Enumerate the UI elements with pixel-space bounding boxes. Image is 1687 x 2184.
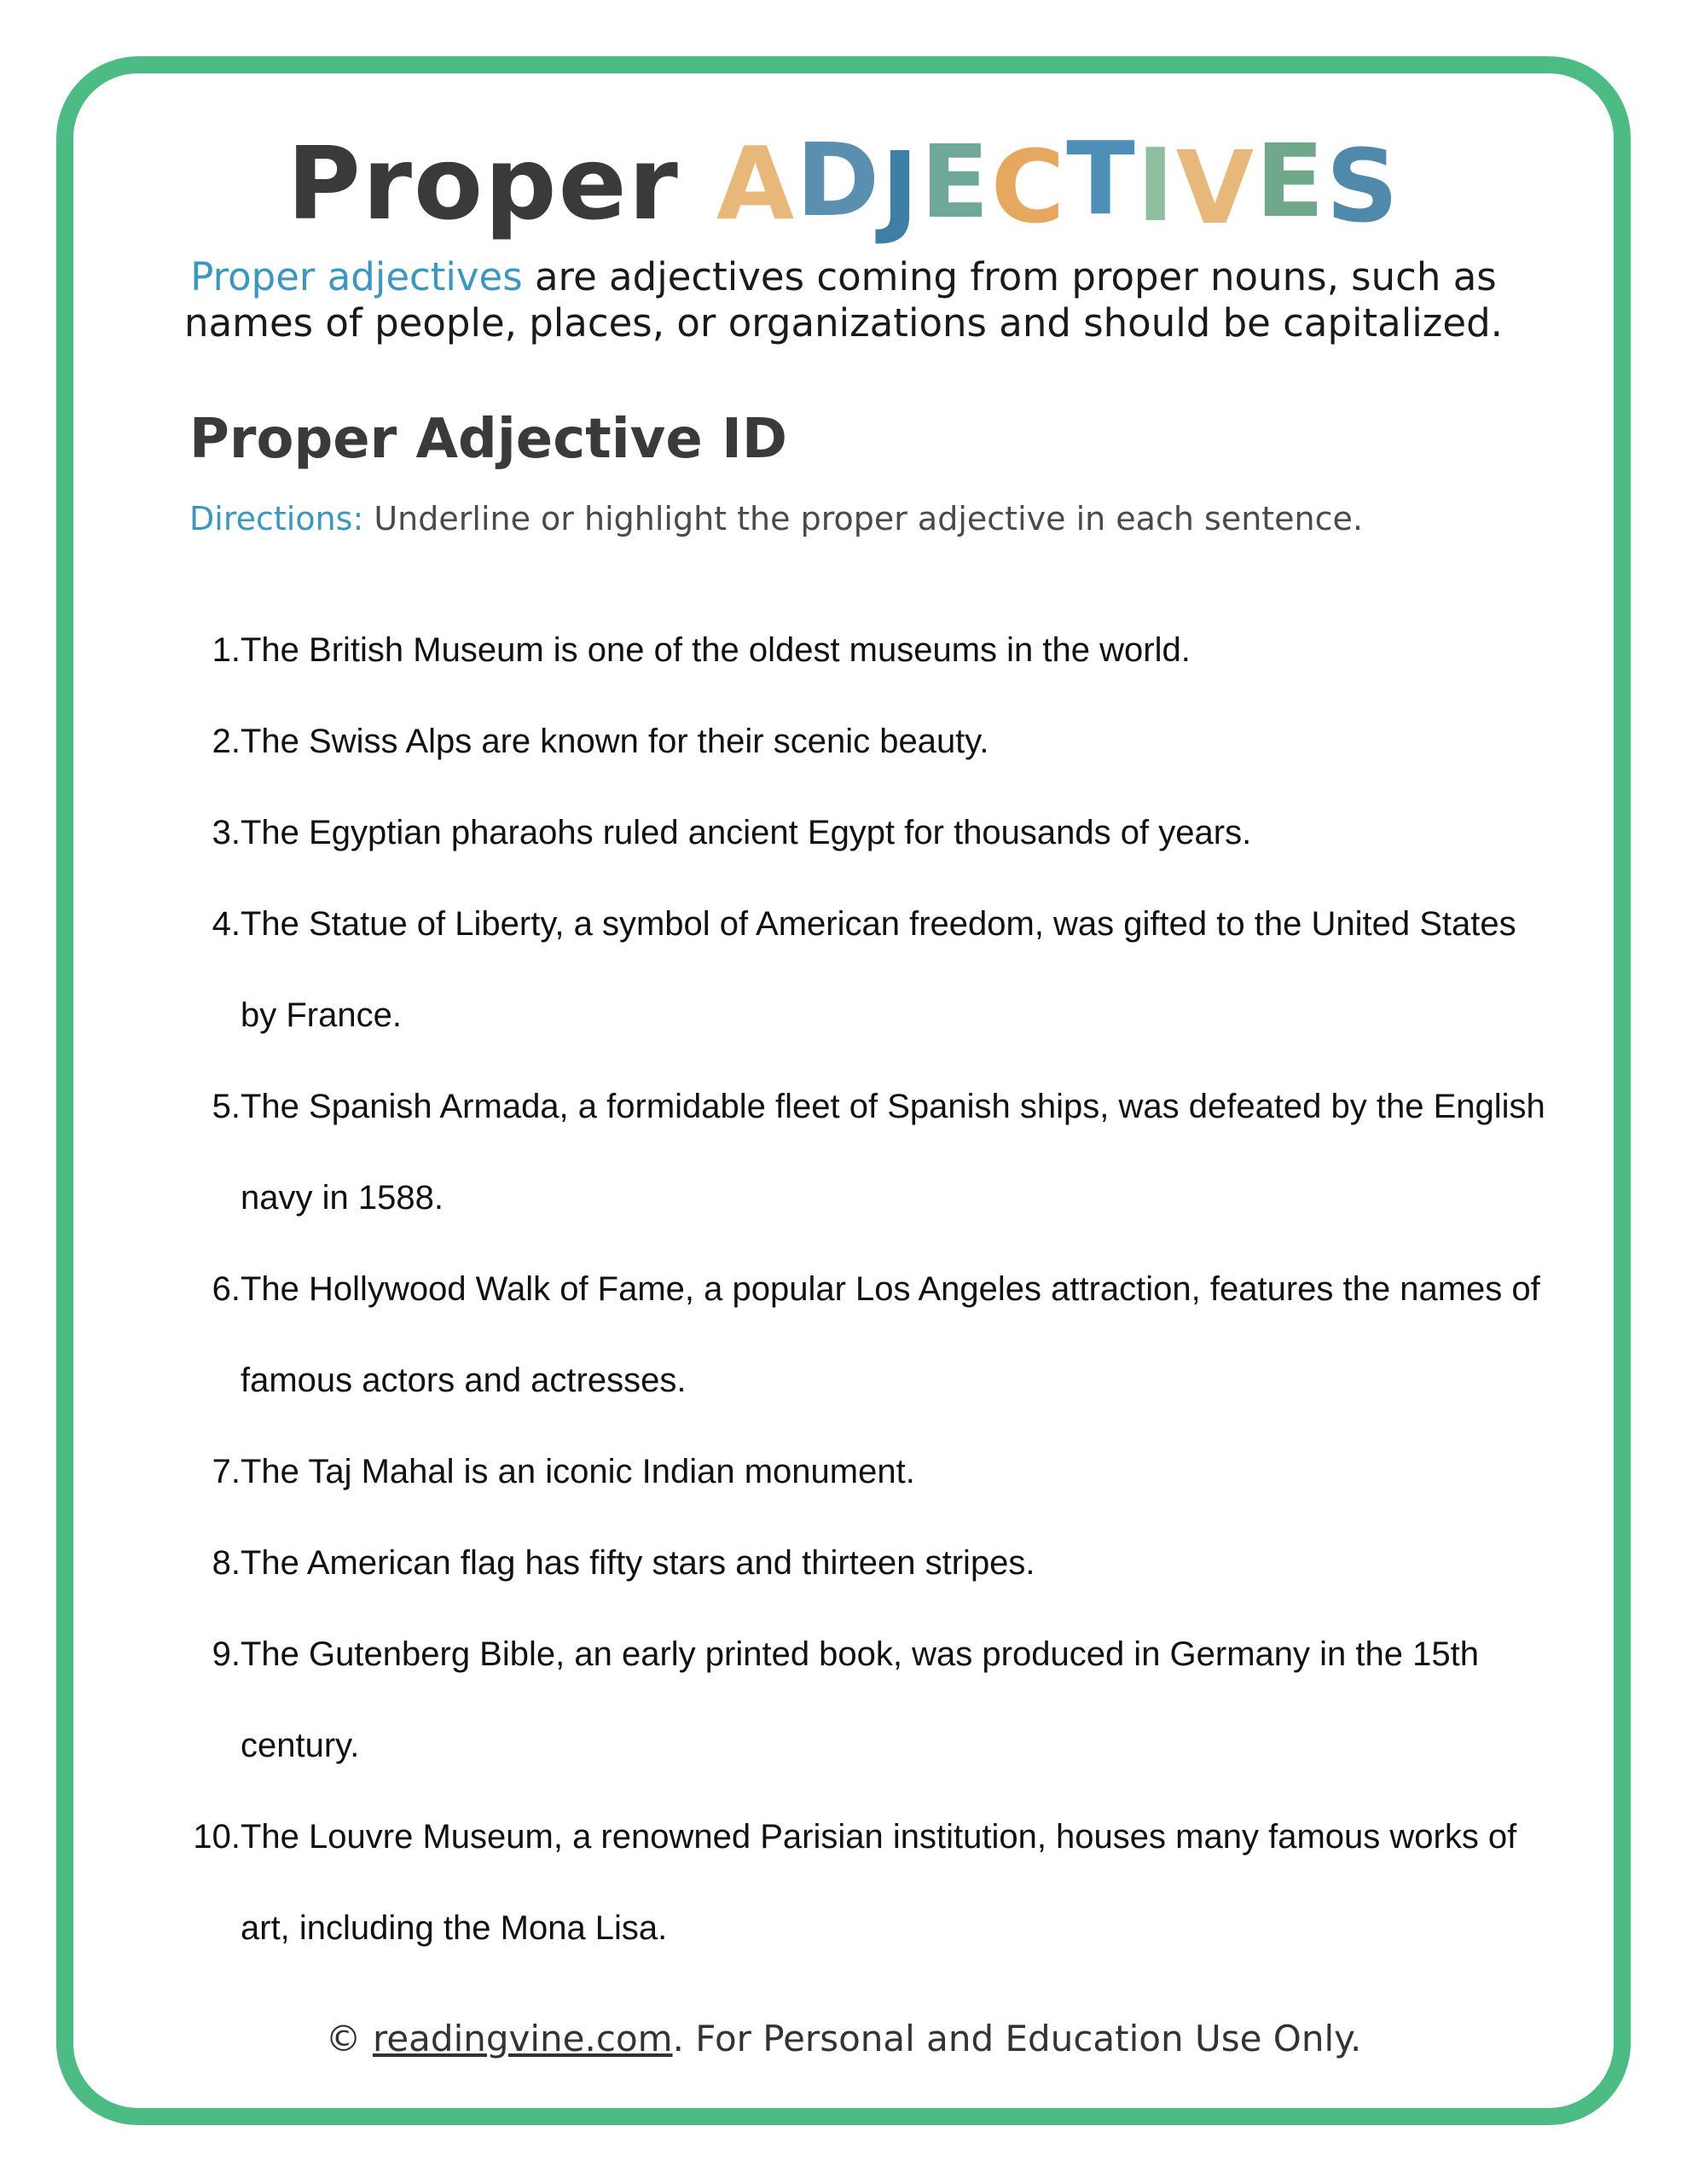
- title-letter: D: [796, 121, 882, 239]
- section-title: Proper Adjective ID: [189, 408, 787, 471]
- item-number: 2.: [212, 723, 241, 760]
- item-number: 8.: [212, 1544, 241, 1582]
- item-number: 7.: [212, 1453, 241, 1490]
- item-text: The Statue of Liberty, a symbol of American freedom, was gifted to the United States by France.: [241, 905, 1516, 1034]
- item-number: 6.: [212, 1270, 241, 1308]
- item-text: The Egyptian pharaohs ruled ancient Egypt for thousands of years.: [241, 814, 1252, 851]
- title-letter: S: [1325, 127, 1400, 245]
- copyright-symbol: ©: [325, 2018, 373, 2059]
- title-letter: C: [990, 128, 1067, 246]
- item-number: 1.: [212, 631, 241, 669]
- footer-text: . For Personal and Education Use Only.: [672, 2018, 1362, 2059]
- readingvine-link[interactable]: readingvine.com: [373, 2018, 673, 2059]
- item-text: The Gutenberg Bible, an early printed book, was produced in Germany in the 15th century.: [241, 1635, 1479, 1764]
- title-word-adjectives: [716, 119, 1400, 247]
- intro-highlight: Proper adjectives: [190, 254, 523, 299]
- directions-label: Directions:: [189, 500, 364, 537]
- title-letter: E: [920, 123, 991, 241]
- item-number: 5.: [212, 1088, 241, 1125]
- directions: [189, 495, 1363, 543]
- intro-definition: [154, 254, 1533, 346]
- item-text: The American flag has fifty stars and thirteen stripes.: [241, 1544, 1035, 1582]
- item-number: 9.: [212, 1635, 241, 1673]
- title-word-proper: Proper: [287, 125, 680, 242]
- title-letter: E: [1255, 122, 1326, 240]
- item-text: The Taj Mahal is an iconic Indian monument.: [241, 1453, 915, 1490]
- page-title: [0, 119, 1687, 247]
- item-number: 10.: [193, 1818, 241, 1856]
- item-text: The British Museum is one of the oldest museums in the world.: [241, 631, 1191, 669]
- title-letter: A: [716, 125, 797, 242]
- item-number: 4.: [212, 905, 241, 943]
- directions-text: Underline or highlight the proper adjective in each sentence.: [363, 500, 1363, 537]
- title-letter: I: [1136, 126, 1176, 244]
- item-number: 3.: [212, 814, 241, 851]
- footer: [0, 2013, 1687, 2065]
- item-text: The Spanish Armada, a formidable fleet of Spanish ships, was defeated by the English navy in 1588.: [241, 1088, 1545, 1217]
- item-text: The Swiss Alps are known for their scenic beauty.: [241, 723, 989, 760]
- title-letter: J: [881, 130, 921, 247]
- intro-text: are adjectives coming from proper nouns, such as names of people, places, or organizations and should be capitalized.: [184, 254, 1503, 346]
- item-text: The Louvre Museum, a renowned Parisian institution, houses many famous works of art, including the Mona Lisa.: [241, 1818, 1517, 1947]
- title-letter: T: [1066, 119, 1137, 237]
- item-text: The Hollywood Walk of Fame, a popular Los Angeles attraction, features the names of famous actors and actresses.: [241, 1270, 1540, 1399]
- title-letter: V: [1175, 129, 1256, 247]
